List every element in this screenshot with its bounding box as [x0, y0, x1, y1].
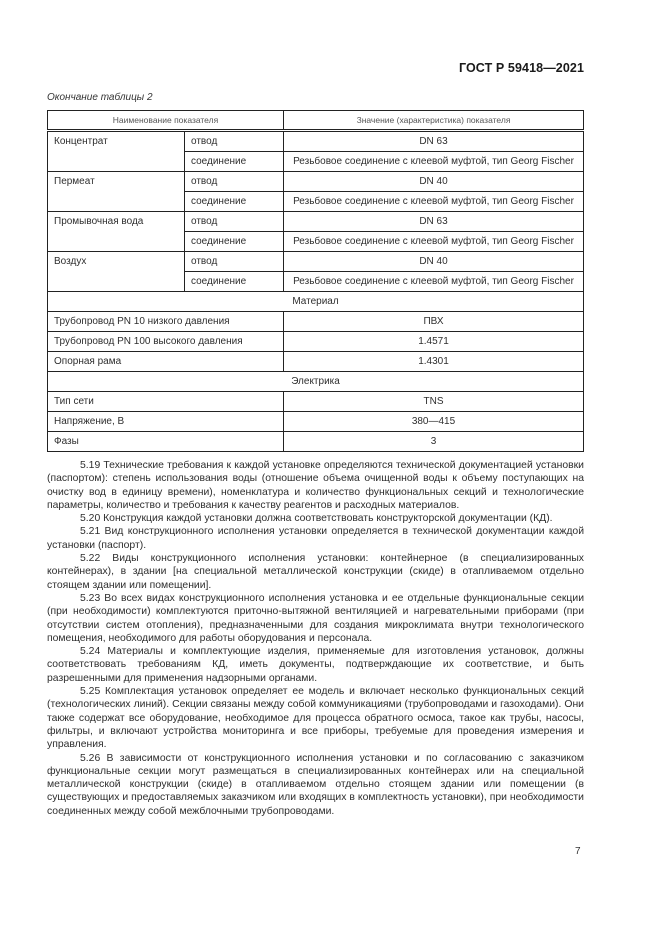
table-row — [48, 212, 584, 232]
section-title-material: Материал — [48, 292, 584, 312]
standard-number: ГОСТ Р 59418—2021 — [458, 61, 584, 75]
table-header-row — [48, 111, 584, 131]
section-title-electrics: Электрика — [48, 372, 584, 392]
paragraph-5-26: 5.26 В зависимости от конструкционного исполнения установки и по согласованию с заказчиком функциональные секции могут размещаться в специализированных контейнерах или на специальной металлической конструкции (скиде) в отапливаемом отдельно стоящем здании или помещении (в существующих и предоставляемых заказчиком или входящих в комплектность установки), при необходимости соединенных между собой межблочными трубопроводами. — [47, 752, 584, 817]
paragraph-5-23: 5.23 Во всех видах конструкционного исполнения установка и ее отдельные функциональные секции (при необходимости) комплектуются приточно-вытяжной вентиляцией и нагревательными приборами (при отсутствии систем отопления), предназначенными для создания микроклимата внутри технологического помещения, необходимого для работы оборудования и персонала. — [47, 592, 584, 644]
column-header-name: Наименование показателя — [48, 111, 284, 131]
row-value: DN 63 — [284, 131, 584, 152]
spec-table — [47, 110, 584, 452]
table-row — [48, 172, 584, 192]
section-row — [48, 292, 584, 312]
row-group-name: Промывочная вода — [48, 212, 185, 252]
row-name: Трубопровод PN 100 высокого давления — [48, 332, 284, 352]
paragraph-5-25: 5.25 Комплектация установок определяет ее модель и включает несколько функциональных секций (технологических линий). Секции связаны между собой коммуникациями (трубопроводами и газоходами). Они также содержат все оборудование, необходимое для процесса обратного осмоса, такое как трубы, насосы, фильтры, и включают устройства мониторинга и все приборы, требуемые для проведения измерения и управления. — [47, 686, 584, 751]
table-caption: Окончание таблицы 2 — [47, 92, 153, 103]
row-sub-label: отвод — [185, 252, 284, 272]
row-name: Напряжение, В — [48, 412, 284, 432]
row-sub-label: соединение — [185, 272, 284, 292]
row-value: ПВХ — [284, 312, 584, 332]
table-row — [48, 412, 584, 432]
row-value: TNS — [284, 392, 584, 412]
table-row — [48, 131, 584, 152]
row-value: 1.4571 — [284, 332, 584, 352]
row-sub-label: отвод — [185, 131, 284, 152]
row-value: 3 — [284, 432, 584, 452]
table-row — [48, 252, 584, 272]
row-name: Фазы — [48, 432, 284, 452]
paragraph-5-21: 5.21 Вид конструкционного исполнения установки определяется в технической документации каждой установки (паспорт). — [47, 526, 584, 551]
table-row — [48, 432, 584, 452]
row-value: 1.4301 — [284, 352, 584, 372]
row-value: Резьбовое соединение с клеевой муфтой, тип Georg Fischer — [284, 152, 584, 172]
paragraph-5-19: 5.19 Технические требования к каждой установке определяются технической документацией установки (паспортом): степень использования воды (отношение объема очищенной воды к объему поступающих на очистку вод в единицу времени), номенклатура и количество функциональных секций и технологические параметры, количество и требования к качеству реагентов и расходных материалов. — [47, 460, 584, 511]
row-sub-label: соединение — [185, 192, 284, 212]
row-value: DN 40 — [284, 252, 584, 272]
row-sub-label: отвод — [185, 212, 284, 232]
row-group-name: Воздух — [48, 252, 185, 292]
row-name: Трубопровод PN 10 низкого давления — [48, 312, 284, 332]
paragraph-5-24: 5.24 Материалы и комплектующие изделия, применяемые для изготовления установок, должны соответствовать требованиям КД, иметь документы, подтверждающие их соответствие, и быть разрешенными для применения надзорными органами. — [47, 646, 584, 684]
body-text — [47, 459, 584, 818]
row-name: Тип сети — [48, 392, 284, 412]
table-row — [48, 312, 584, 332]
table-row — [48, 332, 584, 352]
paragraph-5-22: 5.22 Виды конструкционного исполнения установки: контейнерное (в специализированных контейнерах), в здании [на специальной металлической конструкции (скиде) в отапливаемом отдельно стоящем здании или помещении]. — [47, 553, 584, 591]
page-number: 7 — [575, 846, 581, 857]
row-sub-label: отвод — [185, 172, 284, 192]
row-group-name: Концентрат — [48, 131, 185, 172]
row-value: DN 63 — [284, 212, 584, 232]
section-row — [48, 372, 584, 392]
row-group-name: Пермеат — [48, 172, 185, 212]
row-name: Опорная рама — [48, 352, 284, 372]
table-row — [48, 392, 584, 412]
row-sub-label: соединение — [185, 152, 284, 172]
row-value: DN 40 — [284, 172, 584, 192]
row-value: Резьбовое соединение с клеевой муфтой, тип Georg Fischer — [284, 192, 584, 212]
column-header-value: Значение (характеристика) показателя — [284, 111, 584, 131]
row-value: 380—415 — [284, 412, 584, 432]
paragraph-5-20: 5.20 Конструкция каждой установки должна соответствовать конструкторской документации (КД). — [80, 513, 553, 525]
row-value: Резьбовое соединение с клеевой муфтой, тип Georg Fischer — [284, 272, 584, 292]
row-value: Резьбовое соединение с клеевой муфтой, тип Georg Fischer — [284, 232, 584, 252]
table-row — [48, 352, 584, 372]
row-sub-label: соединение — [185, 232, 284, 252]
